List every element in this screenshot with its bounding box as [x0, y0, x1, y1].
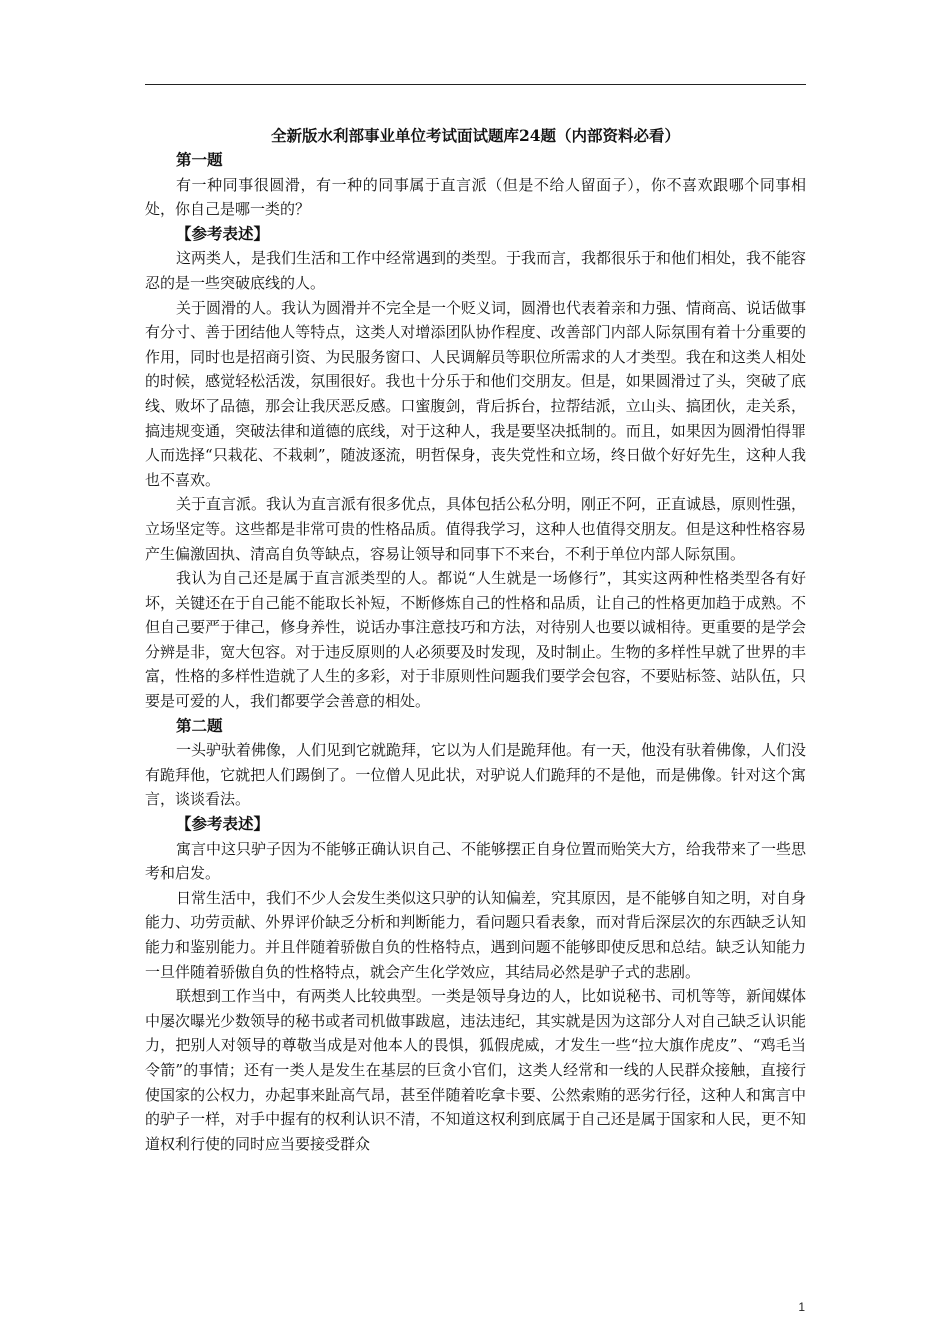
page-number: 1	[798, 1300, 805, 1314]
answer-1-paragraph: 我认为自己还是属于直言派类型的人。都说“人生就是一场修行”，其实这两种性格类型各有好坏，关键还在于自己能不能取长补短，不断修炼自己的性格和品质，让自己的性格更加趋于成熟。不但自己要严于律己，修身养性，说话办事注意技巧和方法，对待别人也要以诚相待。更重要的是学会分辨是非，宽大包容。对于违反原则的人必须要及时发现，及时制止。生物的多样性早就了世界的丰富，性格的多样性造就了人生的多彩，对于非原则性问题我们要学会包容，不要贴标签、站队伍，只要是可爱的人，我们都要学会善意的相处。	[145, 569, 806, 711]
answer-1-paragraph: 这两类人，是我们生活和工作中经常遇到的类型。于我而言，我都很乐于和他们相处，我不能容忍的是一些突破底线的人。	[145, 249, 807, 292]
document-title: 全新版水利部事业单位考试面试题库24题（内部资料必看）	[270, 126, 681, 145]
answer-2-paragraph: 联想到工作当中，有两类人比较典型。一类是领导身边的人，比如说秘书、司机等等，新闻媒体中屡次曝光少数领导的秘书或者司机做事跋扈，违法违纪，其实就是因为这部分人对自己缺乏认识能力，把别人对领导的尊敬当成是对他本人的畏惧，狐假虎威，才发生一些“拉大旗作虎皮”、“鸡毛当令箭”的事情；还有一类人是发生在基层的巨贪小官们，这类人经常和一线的人民群众接触，直接行使国家的公权力，办起事来趾高气昂，甚至伴随着吃拿卡要、公然索贿的恶劣行径，这种人和寓言中的驴子一样，对手中握有的权利认识不清，不知道这权利到底属于自己还是属于国家和人民，更不知道权利行使的同时应当要接受群众	[145, 987, 807, 1153]
answer-2-paragraph: 日常生活中，我们不少人会发生类似这只驴的认知偏差，究其原因，是不能够自知之明，对自身能力、功劳贡献、外界评价缺乏分析和判断能力，看问题只看表象，而对背后深层次的东西缺乏认知能力和鉴别能力。并且伴随着骄傲自负的性格特点，遇到问题不能够即使反思和总结。缺乏认知能力一旦伴随着骄傲自负的性格特点，就会产生化学效应，其结局必然是驴子式的悲剧。	[145, 888, 807, 981]
question-2-text: 一头驴驮着佛像，人们见到它就跪拜，它以为人们是跪拜他。有一天，他没有驮着佛像，人们没有跪拜他，它就把人们踢倒了。一位僧人见此状，对驴说人们跪拜的不是他，而是佛像。针对这个寓言，谈谈看法。	[145, 741, 807, 809]
answer-2-paragraph: 寓言中这只驴子因为不能够正确认识自己、不能够摆正自身位置而贻笑大方，给我带来了一些思考和启发。	[145, 839, 807, 883]
header-rule	[145, 84, 806, 85]
question-1-heading: 第一题	[176, 150, 223, 169]
question-1-text: 有一种同事很圆滑，有一种的同事属于直言派（但是不给人留面子），你不喜欢跟哪个同事相处，你自己是哪一类的？	[145, 175, 806, 219]
question-2-heading: 第二题	[176, 715, 223, 735]
question-2-reference-label: 【参考表述】	[176, 814, 270, 834]
answer-1-paragraph: 关于圆滑的人。我认为圆滑并不完全是一个贬义词，圆滑也代表着亲和力强、情商高、说话做事有分寸、善于团结他人等特点，这类人对增添团队协作程度、改善部门内部人际氛围有着十分重要的作用，同时也是招商引资、为民服务窗口、人民调解员等职位所需求的人才类型。我在和这类人相处的时候，感觉轻松活泼，氛围很好。我也十分乐于和他们交朋友。但是，如果圆滑过了头，突破了底线、败坏了品德，那会让我厌恶反感。口蜜腹剑，背后拆台，拉帮结派，立山头、搞团伙，走关系，搞违规变通，突破法律和道德的底线，对于这种人，我是要坚决抵制的。而且，如果因为圆滑怕得罪人而选择“只栽花、不栽刺”，随波逐流，明哲保身，丧失党性和立场，终日做个好好先生，这种人我也不喜欢。	[145, 298, 807, 489]
question-1-reference-label: 【参考表述】	[176, 223, 270, 243]
document-body	[145, 124, 806, 1156]
answer-1-paragraph: 关于直言派。我认为直言派有很多优点，具体包括公私分明，刚正不阿，正直诚恳，原则性强，立场坚定等。这些都是非常可贵的性格品质。值得我学习，这种人也值得交朋友。但是这种性格容易产生偏激固执、清高自负等缺点，容易让领导和同事下不来台，不利于单位内部人际氛围。	[145, 495, 807, 563]
